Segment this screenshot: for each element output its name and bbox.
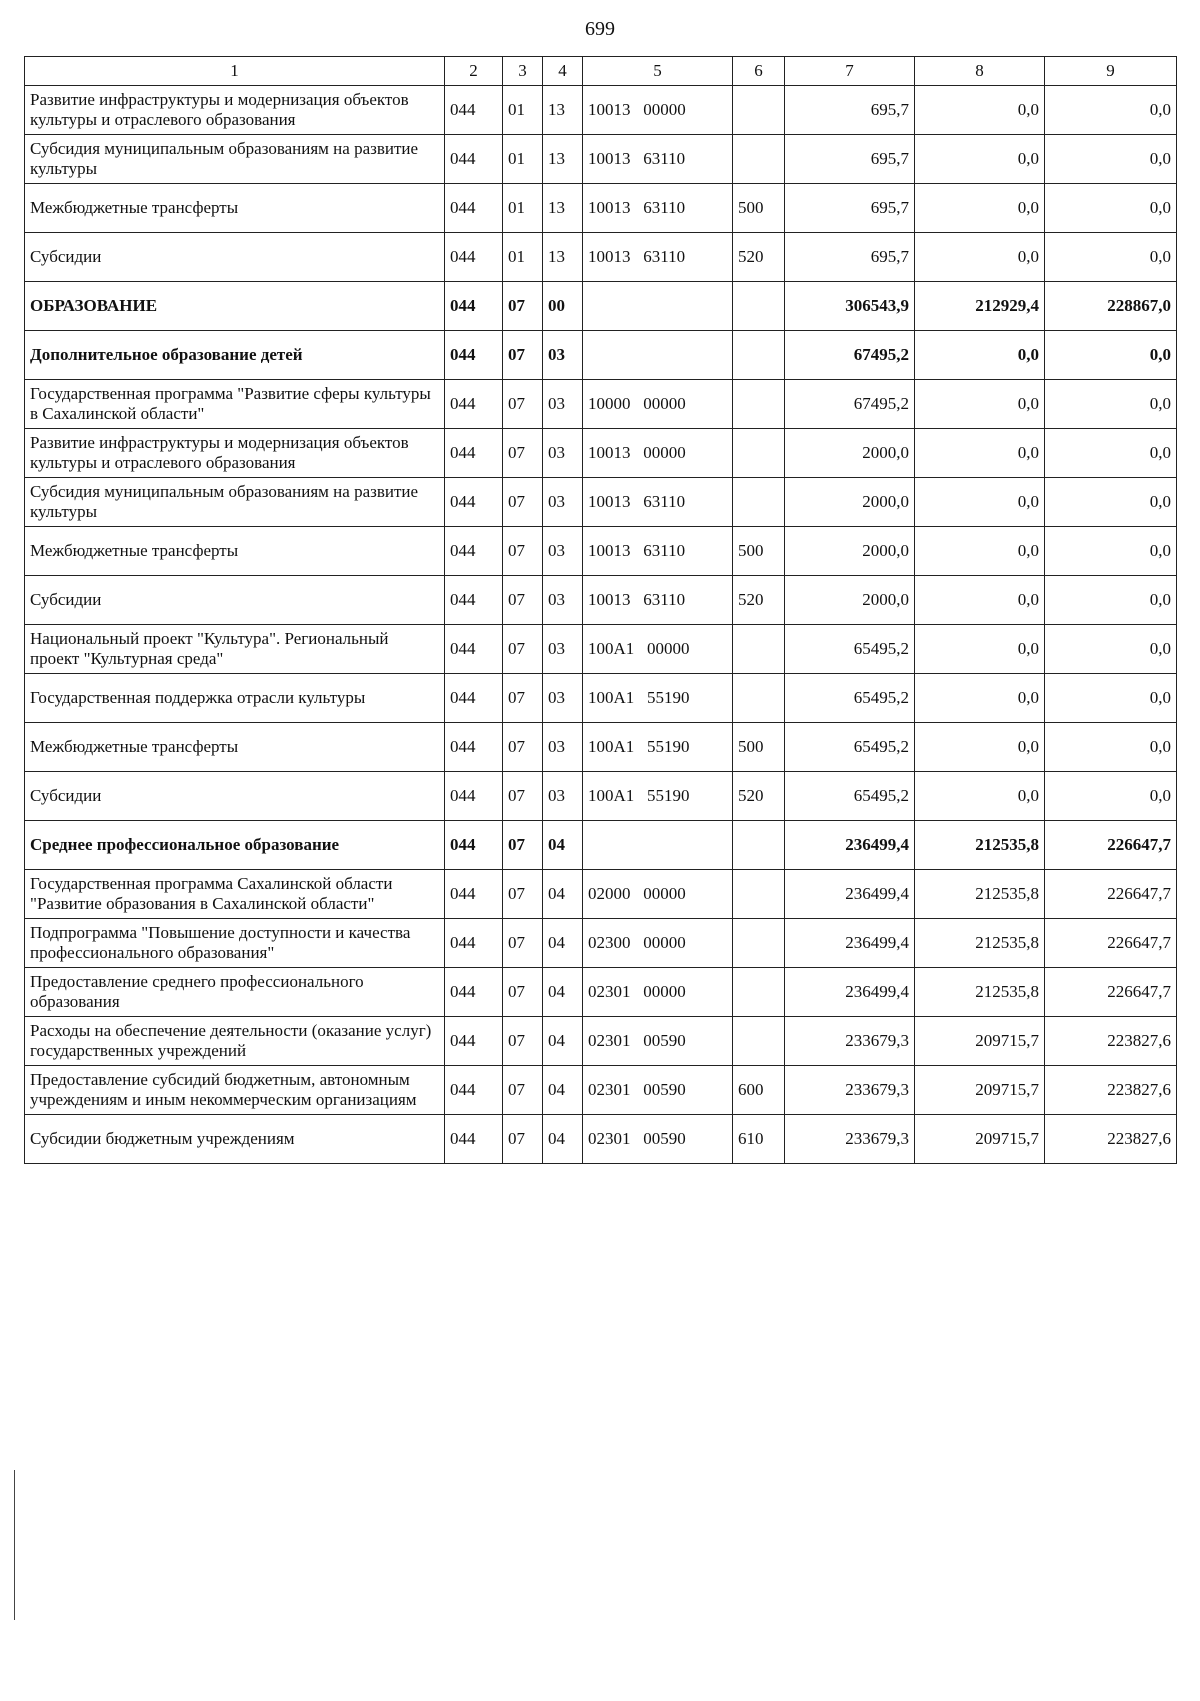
table-row (25, 821, 1177, 870)
ministry-code: 044 (445, 919, 503, 968)
amount-year-1: 236499,4 (785, 919, 915, 968)
target-article-part-b: 00000 (643, 982, 686, 1001)
row-name: Развитие инфраструктуры и модернизация объектов культуры и отраслевого образования (25, 86, 445, 135)
section-code: 07 (503, 282, 543, 331)
target-article-part-b: 00590 (643, 1129, 686, 1148)
expense-type-code (733, 282, 785, 331)
table-row (25, 968, 1177, 1017)
amount-year-2: 0,0 (915, 625, 1045, 674)
amount-year-2: 0,0 (915, 576, 1045, 625)
amount-year-3: 0,0 (1045, 380, 1177, 429)
table-row (25, 184, 1177, 233)
subsection-code: 04 (543, 870, 583, 919)
amount-year-2: 209715,7 (915, 1017, 1045, 1066)
ministry-code: 044 (445, 282, 503, 331)
target-article-code (583, 1115, 733, 1164)
amount-year-3: 0,0 (1045, 429, 1177, 478)
ministry-code: 044 (445, 86, 503, 135)
amount-year-3: 0,0 (1045, 86, 1177, 135)
table-row (25, 86, 1177, 135)
target-article-part-b: 63110 (643, 198, 686, 217)
ministry-code: 044 (445, 968, 503, 1017)
amount-year-1: 236499,4 (785, 821, 915, 870)
subsection-code: 03 (543, 429, 583, 478)
ministry-code: 044 (445, 772, 503, 821)
row-name: Предоставление субсидий бюджетным, автономным учреждениям и иным некоммерческим организациям (25, 1066, 445, 1115)
ministry-code: 044 (445, 723, 503, 772)
amount-year-2: 0,0 (915, 723, 1045, 772)
expense-type-code (733, 870, 785, 919)
ministry-code: 044 (445, 527, 503, 576)
subsection-code: 13 (543, 135, 583, 184)
target-article-code (583, 723, 733, 772)
target-article-part-a: 10013 (588, 590, 631, 609)
subsection-code: 13 (543, 86, 583, 135)
ministry-code: 044 (445, 331, 503, 380)
amount-year-1: 695,7 (785, 233, 915, 282)
subsection-code: 04 (543, 1115, 583, 1164)
amount-year-2: 209715,7 (915, 1066, 1045, 1115)
row-name: Государственная поддержка отрасли культуры (25, 674, 445, 723)
amount-year-2: 212535,8 (915, 919, 1045, 968)
amount-year-3: 228867,0 (1045, 282, 1177, 331)
target-article-part-a: 02301 (588, 1129, 631, 1148)
expense-type-code (733, 478, 785, 527)
ministry-code: 044 (445, 821, 503, 870)
table-row (25, 1017, 1177, 1066)
column-header-1: 1 (25, 57, 445, 86)
ministry-code: 044 (445, 576, 503, 625)
column-header-5: 5 (583, 57, 733, 86)
amount-year-2: 0,0 (915, 331, 1045, 380)
expense-type-code (733, 674, 785, 723)
expense-type-code (733, 135, 785, 184)
ministry-code: 044 (445, 380, 503, 429)
section-code: 07 (503, 1115, 543, 1164)
table-row (25, 1066, 1177, 1115)
amount-year-2: 0,0 (915, 478, 1045, 527)
target-article-part-b: 55190 (647, 688, 690, 707)
row-name: Межбюджетные трансферты (25, 184, 445, 233)
ministry-code: 044 (445, 1017, 503, 1066)
amount-year-1: 65495,2 (785, 772, 915, 821)
target-article-part-a: 100A1 (588, 688, 635, 707)
target-article-code (583, 282, 733, 331)
subsection-code: 04 (543, 1017, 583, 1066)
scan-artifact-line (14, 1470, 15, 1620)
subsection-code: 03 (543, 527, 583, 576)
row-name: Подпрограмма "Повышение доступности и качества профессионального образования" (25, 919, 445, 968)
ministry-code: 044 (445, 1066, 503, 1115)
table-header-row (25, 57, 1177, 86)
amount-year-1: 233679,3 (785, 1115, 915, 1164)
amount-year-3: 223827,6 (1045, 1017, 1177, 1066)
target-article-part-b: 63110 (643, 590, 686, 609)
target-article-code (583, 625, 733, 674)
target-article-part-a: 10013 (588, 443, 631, 462)
amount-year-3: 0,0 (1045, 625, 1177, 674)
ministry-code: 044 (445, 1115, 503, 1164)
table-row (25, 723, 1177, 772)
ministry-code: 044 (445, 135, 503, 184)
target-article-code (583, 821, 733, 870)
amount-year-2: 0,0 (915, 772, 1045, 821)
row-name: Субсидия муниципальным образованиям на развитие культуры (25, 135, 445, 184)
target-article-part-a: 100A1 (588, 786, 635, 805)
subsection-code: 03 (543, 772, 583, 821)
section-code: 07 (503, 1017, 543, 1066)
section-code: 07 (503, 821, 543, 870)
amount-year-3: 0,0 (1045, 772, 1177, 821)
expense-type-code: 500 (733, 184, 785, 233)
row-name: Дополнительное образование детей (25, 331, 445, 380)
amount-year-2: 212929,4 (915, 282, 1045, 331)
target-article-part-b: 00590 (643, 1080, 686, 1099)
section-code: 07 (503, 1066, 543, 1115)
subsection-code: 03 (543, 723, 583, 772)
target-article-part-b: 00590 (643, 1031, 686, 1050)
target-article-part-b: 63110 (643, 247, 686, 266)
target-article-code (583, 674, 733, 723)
section-code: 07 (503, 576, 543, 625)
target-article-code (583, 429, 733, 478)
section-code: 07 (503, 723, 543, 772)
expense-type-code: 500 (733, 527, 785, 576)
target-article-part-a: 02300 (588, 933, 631, 952)
amount-year-2: 212535,8 (915, 821, 1045, 870)
amount-year-1: 65495,2 (785, 674, 915, 723)
section-code: 07 (503, 772, 543, 821)
target-article-part-a: 02000 (588, 884, 631, 903)
subsection-code: 04 (543, 821, 583, 870)
ministry-code: 044 (445, 625, 503, 674)
amount-year-3: 226647,7 (1045, 968, 1177, 1017)
row-name: Расходы на обеспечение деятельности (оказание услуг) государственных учреждений (25, 1017, 445, 1066)
amount-year-2: 0,0 (915, 380, 1045, 429)
table-row (25, 331, 1177, 380)
subsection-code: 04 (543, 1066, 583, 1115)
target-article-part-b: 63110 (643, 492, 686, 511)
target-article-part-b: 55190 (647, 786, 690, 805)
amount-year-3: 0,0 (1045, 233, 1177, 282)
target-article-part-b: 00000 (643, 100, 686, 119)
target-article-part-b: 00000 (643, 884, 686, 903)
section-code: 07 (503, 380, 543, 429)
target-article-code (583, 1066, 733, 1115)
amount-year-3: 226647,7 (1045, 919, 1177, 968)
expense-type-code: 520 (733, 233, 785, 282)
target-article-code (583, 233, 733, 282)
amount-year-2: 0,0 (915, 86, 1045, 135)
column-header-6: 6 (733, 57, 785, 86)
subsection-code: 04 (543, 968, 583, 1017)
section-code: 01 (503, 86, 543, 135)
target-article-part-a: 10013 (588, 149, 631, 168)
amount-year-3: 223827,6 (1045, 1066, 1177, 1115)
target-article-part-b: 00000 (643, 443, 686, 462)
section-code: 07 (503, 674, 543, 723)
target-article-part-a: 02301 (588, 1080, 631, 1099)
row-name: Среднее профессиональное образование (25, 821, 445, 870)
subsection-code: 03 (543, 576, 583, 625)
amount-year-3: 0,0 (1045, 331, 1177, 380)
target-article-code (583, 135, 733, 184)
budget-table (24, 56, 1177, 1164)
column-header-8: 8 (915, 57, 1045, 86)
amount-year-3: 226647,7 (1045, 870, 1177, 919)
expense-type-code (733, 968, 785, 1017)
amount-year-2: 212535,8 (915, 870, 1045, 919)
subsection-code: 03 (543, 674, 583, 723)
section-code: 07 (503, 478, 543, 527)
section-code: 07 (503, 919, 543, 968)
section-code: 01 (503, 233, 543, 282)
target-article-code (583, 772, 733, 821)
subsection-code: 13 (543, 233, 583, 282)
amount-year-1: 695,7 (785, 135, 915, 184)
amount-year-3: 0,0 (1045, 478, 1177, 527)
amount-year-1: 2000,0 (785, 478, 915, 527)
amount-year-3: 0,0 (1045, 576, 1177, 625)
section-code: 07 (503, 870, 543, 919)
target-article-code (583, 576, 733, 625)
table-row (25, 135, 1177, 184)
target-article-part-a: 10013 (588, 198, 631, 217)
amount-year-1: 306543,9 (785, 282, 915, 331)
target-article-part-b: 55190 (647, 737, 690, 756)
ministry-code: 044 (445, 478, 503, 527)
amount-year-2: 0,0 (915, 184, 1045, 233)
amount-year-1: 2000,0 (785, 527, 915, 576)
subsection-code: 03 (543, 331, 583, 380)
section-code: 07 (503, 331, 543, 380)
target-article-part-b: 00000 (643, 933, 686, 952)
target-article-part-b: 63110 (643, 541, 686, 560)
expense-type-code (733, 1017, 785, 1066)
expense-type-code (733, 625, 785, 674)
target-article-part-b: 00000 (643, 394, 686, 413)
row-name: Субсидии (25, 576, 445, 625)
section-code: 07 (503, 429, 543, 478)
amount-year-1: 236499,4 (785, 870, 915, 919)
table-row (25, 429, 1177, 478)
amount-year-1: 67495,2 (785, 380, 915, 429)
amount-year-3: 0,0 (1045, 184, 1177, 233)
column-header-2: 2 (445, 57, 503, 86)
table-row (25, 1115, 1177, 1164)
subsection-code: 13 (543, 184, 583, 233)
amount-year-2: 0,0 (915, 429, 1045, 478)
amount-year-2: 212535,8 (915, 968, 1045, 1017)
amount-year-1: 233679,3 (785, 1066, 915, 1115)
amount-year-1: 2000,0 (785, 429, 915, 478)
row-name: Государственная программа Сахалинской области "Развитие образования в Сахалинской области" (25, 870, 445, 919)
expense-type-code: 520 (733, 772, 785, 821)
target-article-code (583, 184, 733, 233)
amount-year-3: 223827,6 (1045, 1115, 1177, 1164)
row-name: Предоставление среднего профессионального образования (25, 968, 445, 1017)
target-article-part-b: 00000 (647, 639, 690, 658)
row-name: ОБРАЗОВАНИЕ (25, 282, 445, 331)
amount-year-2: 0,0 (915, 135, 1045, 184)
table-row (25, 380, 1177, 429)
target-article-part-a: 10013 (588, 492, 631, 511)
target-article-part-a: 100A1 (588, 639, 635, 658)
expense-type-code (733, 821, 785, 870)
section-code: 01 (503, 184, 543, 233)
ministry-code: 044 (445, 870, 503, 919)
section-code: 07 (503, 968, 543, 1017)
amount-year-3: 0,0 (1045, 527, 1177, 576)
target-article-part-a: 02301 (588, 1031, 631, 1050)
target-article-part-a: 10013 (588, 247, 631, 266)
amount-year-1: 233679,3 (785, 1017, 915, 1066)
subsection-code: 03 (543, 625, 583, 674)
column-header-4: 4 (543, 57, 583, 86)
amount-year-3: 0,0 (1045, 723, 1177, 772)
row-name: Национальный проект "Культура". Региональный проект "Культурная среда" (25, 625, 445, 674)
ministry-code: 044 (445, 674, 503, 723)
table-row (25, 919, 1177, 968)
column-header-7: 7 (785, 57, 915, 86)
expense-type-code: 520 (733, 576, 785, 625)
subsection-code: 00 (543, 282, 583, 331)
target-article-part-a: 10000 (588, 394, 631, 413)
target-article-part-b: 63110 (643, 149, 686, 168)
expense-type-code (733, 919, 785, 968)
section-code: 01 (503, 135, 543, 184)
amount-year-1: 695,7 (785, 86, 915, 135)
target-article-code (583, 968, 733, 1017)
table-row (25, 527, 1177, 576)
amount-year-3: 226647,7 (1045, 821, 1177, 870)
amount-year-2: 0,0 (915, 674, 1045, 723)
amount-year-1: 65495,2 (785, 723, 915, 772)
table-row (25, 576, 1177, 625)
row-name: Государственная программа "Развитие сферы культуры в Сахалинской области" (25, 380, 445, 429)
expense-type-code (733, 86, 785, 135)
amount-year-1: 65495,2 (785, 625, 915, 674)
subsection-code: 03 (543, 478, 583, 527)
expense-type-code: 500 (733, 723, 785, 772)
amount-year-2: 0,0 (915, 527, 1045, 576)
row-name: Субсидия муниципальным образованиям на развитие культуры (25, 478, 445, 527)
expense-type-code (733, 429, 785, 478)
target-article-code (583, 919, 733, 968)
target-article-code (583, 1017, 733, 1066)
target-article-code (583, 527, 733, 576)
table-row (25, 233, 1177, 282)
row-name: Межбюджетные трансферты (25, 527, 445, 576)
target-article-part-a: 10013 (588, 541, 631, 560)
table-row (25, 478, 1177, 527)
target-article-part-a: 100A1 (588, 737, 635, 756)
ministry-code: 044 (445, 184, 503, 233)
section-code: 07 (503, 527, 543, 576)
target-article-code (583, 86, 733, 135)
amount-year-1: 2000,0 (785, 576, 915, 625)
table-row (25, 674, 1177, 723)
column-header-3: 3 (503, 57, 543, 86)
ministry-code: 044 (445, 429, 503, 478)
amount-year-3: 0,0 (1045, 135, 1177, 184)
amount-year-2: 209715,7 (915, 1115, 1045, 1164)
expense-type-code: 610 (733, 1115, 785, 1164)
subsection-code: 04 (543, 919, 583, 968)
target-article-part-a: 02301 (588, 982, 631, 1001)
target-article-code (583, 870, 733, 919)
table-row (25, 625, 1177, 674)
amount-year-1: 695,7 (785, 184, 915, 233)
row-name: Межбюджетные трансферты (25, 723, 445, 772)
section-code: 07 (503, 625, 543, 674)
expense-type-code: 600 (733, 1066, 785, 1115)
target-article-code (583, 380, 733, 429)
page-number: 699 (585, 18, 615, 40)
subsection-code: 03 (543, 380, 583, 429)
row-name: Субсидии бюджетным учреждениям (25, 1115, 445, 1164)
row-name: Развитие инфраструктуры и модернизация объектов культуры и отраслевого образования (25, 429, 445, 478)
table-row (25, 870, 1177, 919)
target-article-code (583, 331, 733, 380)
row-name: Субсидии (25, 233, 445, 282)
row-name: Субсидии (25, 772, 445, 821)
target-article-code (583, 478, 733, 527)
expense-type-code (733, 331, 785, 380)
table-row (25, 282, 1177, 331)
target-article-part-a: 10013 (588, 100, 631, 119)
amount-year-3: 0,0 (1045, 674, 1177, 723)
ministry-code: 044 (445, 233, 503, 282)
amount-year-1: 236499,4 (785, 968, 915, 1017)
amount-year-2: 0,0 (915, 233, 1045, 282)
column-header-9: 9 (1045, 57, 1177, 86)
amount-year-1: 67495,2 (785, 331, 915, 380)
expense-type-code (733, 380, 785, 429)
table-row (25, 772, 1177, 821)
